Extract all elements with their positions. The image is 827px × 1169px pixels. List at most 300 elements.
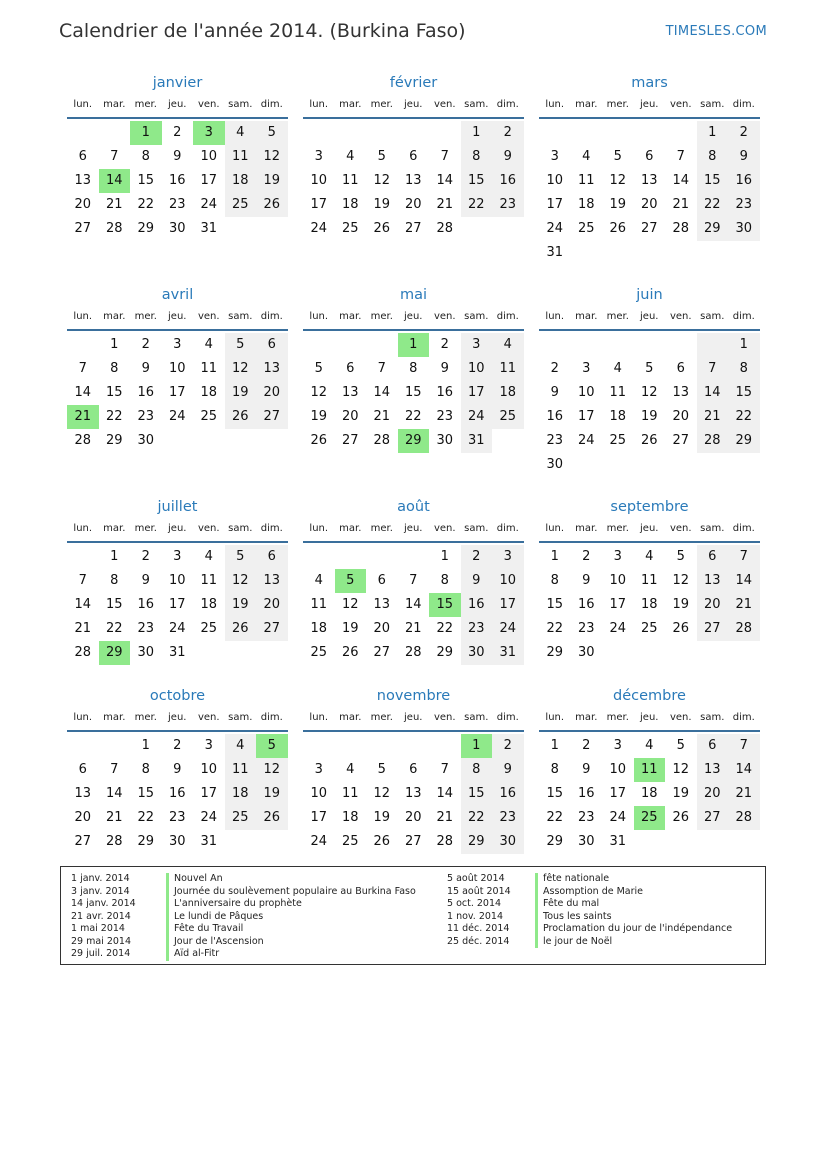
- day-cell[interactable]: 11: [341, 173, 359, 188]
- day-cell[interactable]: 25: [577, 221, 595, 236]
- day-cell[interactable]: 25: [200, 409, 218, 424]
- day-cell[interactable]: 19: [672, 597, 690, 612]
- day-cell[interactable]: 23: [436, 409, 454, 424]
- day-cell[interactable]: 5: [676, 549, 685, 564]
- day-cell[interactable]: 8: [141, 149, 150, 164]
- day-cell[interactable]: 4: [582, 149, 591, 164]
- day-cell[interactable]: 25: [634, 806, 666, 830]
- day-cell[interactable]: 10: [492, 569, 524, 593]
- day-cell[interactable]: 8: [728, 357, 760, 381]
- day-cell[interactable]: 13: [697, 758, 729, 782]
- day-cell[interactable]: 4: [613, 361, 622, 376]
- brand-link[interactable]: TIMESLES.COM: [665, 24, 767, 39]
- day-cell[interactable]: 31: [168, 645, 186, 660]
- day-cell[interactable]: 24: [609, 810, 627, 825]
- day-cell[interactable]: 14: [99, 169, 131, 193]
- day-cell[interactable]: 12: [640, 385, 658, 400]
- day-cell[interactable]: 23: [728, 193, 760, 217]
- day-cell[interactable]: 13: [256, 569, 288, 593]
- day-cell[interactable]: 12: [672, 762, 690, 777]
- day-cell[interactable]: 8: [461, 758, 493, 782]
- day-cell[interactable]: 28: [404, 645, 422, 660]
- day-cell[interactable]: 30: [137, 645, 155, 660]
- day-cell[interactable]: 21: [105, 810, 123, 825]
- day-cell[interactable]: 26: [225, 617, 257, 641]
- day-cell[interactable]: 19: [373, 197, 391, 212]
- day-cell[interactable]: 20: [256, 593, 288, 617]
- day-cell[interactable]: 21: [67, 405, 99, 429]
- day-cell[interactable]: 28: [728, 617, 760, 641]
- day-cell[interactable]: 19: [341, 621, 359, 636]
- day-cell[interactable]: 27: [74, 834, 92, 849]
- day-cell[interactable]: 11: [577, 173, 595, 188]
- day-cell[interactable]: 5: [225, 333, 257, 357]
- day-cell[interactable]: 8: [409, 361, 418, 376]
- day-cell[interactable]: 6: [697, 734, 729, 758]
- day-cell[interactable]: 17: [609, 786, 627, 801]
- day-cell[interactable]: 6: [697, 545, 729, 569]
- day-cell[interactable]: 21: [436, 197, 454, 212]
- day-cell[interactable]: 24: [168, 621, 186, 636]
- day-cell[interactable]: 20: [341, 409, 359, 424]
- day-cell[interactable]: 28: [697, 429, 729, 453]
- day-cell[interactable]: 12: [373, 786, 391, 801]
- day-cell[interactable]: 19: [609, 197, 627, 212]
- day-cell[interactable]: 25: [225, 806, 257, 830]
- day-cell[interactable]: 17: [310, 197, 328, 212]
- day-cell[interactable]: 2: [492, 734, 524, 758]
- day-cell[interactable]: 13: [672, 385, 690, 400]
- day-cell[interactable]: 16: [577, 786, 595, 801]
- day-cell[interactable]: 4: [645, 738, 654, 753]
- day-cell[interactable]: 30: [168, 221, 186, 236]
- day-cell[interactable]: 19: [256, 169, 288, 193]
- day-cell[interactable]: 2: [173, 738, 182, 753]
- day-cell[interactable]: 16: [492, 169, 524, 193]
- day-cell[interactable]: 12: [310, 385, 328, 400]
- day-cell[interactable]: 18: [609, 409, 627, 424]
- day-cell[interactable]: 28: [373, 433, 391, 448]
- day-cell[interactable]: 18: [640, 786, 658, 801]
- day-cell[interactable]: 5: [377, 762, 386, 777]
- day-cell[interactable]: 5: [676, 738, 685, 753]
- day-cell[interactable]: 2: [141, 549, 150, 564]
- day-cell[interactable]: 16: [577, 597, 595, 612]
- day-cell[interactable]: 7: [78, 361, 87, 376]
- day-cell[interactable]: 3: [550, 149, 559, 164]
- day-cell[interactable]: 14: [728, 569, 760, 593]
- day-cell[interactable]: 26: [373, 834, 391, 849]
- day-cell[interactable]: 22: [105, 621, 123, 636]
- day-cell[interactable]: 15: [697, 169, 729, 193]
- day-cell[interactable]: 10: [310, 173, 328, 188]
- day-cell[interactable]: 16: [492, 782, 524, 806]
- day-cell[interactable]: 1: [141, 738, 150, 753]
- day-cell[interactable]: 24: [168, 409, 186, 424]
- day-cell[interactable]: 23: [492, 806, 524, 830]
- day-cell[interactable]: 1: [110, 337, 119, 352]
- day-cell[interactable]: 29: [398, 429, 430, 453]
- day-cell[interactable]: 13: [640, 173, 658, 188]
- day-cell[interactable]: 24: [492, 617, 524, 641]
- day-cell[interactable]: 31: [546, 245, 564, 260]
- day-cell[interactable]: 11: [341, 786, 359, 801]
- day-cell[interactable]: 28: [728, 806, 760, 830]
- day-cell[interactable]: 29: [461, 830, 493, 854]
- day-cell[interactable]: 19: [672, 786, 690, 801]
- day-cell[interactable]: 15: [461, 169, 493, 193]
- day-cell[interactable]: 15: [546, 786, 564, 801]
- day-cell[interactable]: 8: [110, 361, 119, 376]
- day-cell[interactable]: 17: [168, 597, 186, 612]
- day-cell[interactable]: 4: [346, 149, 355, 164]
- day-cell[interactable]: 17: [200, 786, 218, 801]
- day-cell[interactable]: 26: [256, 193, 288, 217]
- day-cell[interactable]: 29: [137, 221, 155, 236]
- day-cell[interactable]: 17: [609, 597, 627, 612]
- day-cell[interactable]: 15: [461, 782, 493, 806]
- day-cell[interactable]: 13: [74, 786, 92, 801]
- day-cell[interactable]: 27: [256, 617, 288, 641]
- day-cell[interactable]: 19: [256, 782, 288, 806]
- day-cell[interactable]: 10: [609, 573, 627, 588]
- day-cell[interactable]: 7: [409, 573, 418, 588]
- day-cell[interactable]: 23: [137, 621, 155, 636]
- day-cell[interactable]: 5: [256, 734, 288, 758]
- day-cell[interactable]: 10: [461, 357, 493, 381]
- day-cell[interactable]: 17: [492, 593, 524, 617]
- day-cell[interactable]: 3: [204, 738, 213, 753]
- day-cell[interactable]: 29: [99, 641, 131, 665]
- day-cell[interactable]: 9: [728, 145, 760, 169]
- day-cell[interactable]: 4: [204, 337, 213, 352]
- day-cell[interactable]: 5: [613, 149, 622, 164]
- day-cell[interactable]: 6: [346, 361, 355, 376]
- day-cell[interactable]: 13: [74, 173, 92, 188]
- day-cell[interactable]: 4: [204, 549, 213, 564]
- day-cell[interactable]: 18: [225, 169, 257, 193]
- day-cell[interactable]: 26: [256, 806, 288, 830]
- day-cell[interactable]: 6: [409, 149, 418, 164]
- day-cell[interactable]: 27: [697, 617, 729, 641]
- day-cell[interactable]: 5: [256, 121, 288, 145]
- day-cell[interactable]: 12: [609, 173, 627, 188]
- day-cell[interactable]: 22: [436, 621, 454, 636]
- day-cell[interactable]: 8: [141, 762, 150, 777]
- day-cell[interactable]: 10: [200, 149, 218, 164]
- day-cell[interactable]: 18: [225, 782, 257, 806]
- day-cell[interactable]: 5: [335, 569, 367, 593]
- day-cell[interactable]: 31: [609, 834, 627, 849]
- day-cell[interactable]: 17: [461, 381, 493, 405]
- day-cell[interactable]: 4: [225, 121, 257, 145]
- day-cell[interactable]: 7: [110, 762, 119, 777]
- day-cell[interactable]: 20: [74, 197, 92, 212]
- day-cell[interactable]: 3: [193, 121, 225, 145]
- day-cell[interactable]: 16: [137, 597, 155, 612]
- day-cell[interactable]: 20: [640, 197, 658, 212]
- day-cell[interactable]: 24: [200, 197, 218, 212]
- day-cell[interactable]: 9: [582, 762, 591, 777]
- day-cell[interactable]: 2: [461, 545, 493, 569]
- day-cell[interactable]: 17: [310, 810, 328, 825]
- day-cell[interactable]: 27: [404, 221, 422, 236]
- day-cell[interactable]: 25: [341, 221, 359, 236]
- day-cell[interactable]: 18: [640, 597, 658, 612]
- day-cell[interactable]: 27: [640, 221, 658, 236]
- day-cell[interactable]: 6: [676, 361, 685, 376]
- day-cell[interactable]: 15: [137, 786, 155, 801]
- day-cell[interactable]: 3: [314, 149, 323, 164]
- day-cell[interactable]: 29: [436, 645, 454, 660]
- day-cell[interactable]: 11: [225, 145, 257, 169]
- day-cell[interactable]: 1: [130, 121, 162, 145]
- day-cell[interactable]: 14: [404, 597, 422, 612]
- day-cell[interactable]: 13: [373, 597, 391, 612]
- day-cell[interactable]: 9: [492, 758, 524, 782]
- day-cell[interactable]: 6: [256, 545, 288, 569]
- day-cell[interactable]: 31: [461, 429, 493, 453]
- day-cell[interactable]: 25: [492, 405, 524, 429]
- day-cell[interactable]: 11: [609, 385, 627, 400]
- day-cell[interactable]: 25: [640, 621, 658, 636]
- day-cell[interactable]: 10: [609, 762, 627, 777]
- day-cell[interactable]: 8: [110, 573, 119, 588]
- day-cell[interactable]: 23: [168, 810, 186, 825]
- day-cell[interactable]: 30: [546, 457, 564, 472]
- day-cell[interactable]: 14: [697, 381, 729, 405]
- day-cell[interactable]: 18: [341, 197, 359, 212]
- day-cell[interactable]: 24: [577, 433, 595, 448]
- day-cell[interactable]: 12: [672, 573, 690, 588]
- day-cell[interactable]: 16: [168, 173, 186, 188]
- day-cell[interactable]: 12: [256, 145, 288, 169]
- day-cell[interactable]: 2: [492, 121, 524, 145]
- day-cell[interactable]: 11: [640, 573, 658, 588]
- day-cell[interactable]: 7: [697, 357, 729, 381]
- day-cell[interactable]: 2: [550, 361, 559, 376]
- day-cell[interactable]: 3: [314, 762, 323, 777]
- day-cell[interactable]: 1: [550, 549, 559, 564]
- day-cell[interactable]: 27: [373, 645, 391, 660]
- day-cell[interactable]: 22: [546, 621, 564, 636]
- day-cell[interactable]: 19: [225, 381, 257, 405]
- day-cell[interactable]: 7: [377, 361, 386, 376]
- day-cell[interactable]: 21: [373, 409, 391, 424]
- day-cell[interactable]: 28: [436, 834, 454, 849]
- day-cell[interactable]: 9: [173, 762, 182, 777]
- day-cell[interactable]: 13: [404, 173, 422, 188]
- day-cell[interactable]: 4: [346, 762, 355, 777]
- day-cell[interactable]: 3: [582, 361, 591, 376]
- day-cell[interactable]: 18: [310, 621, 328, 636]
- day-cell[interactable]: 1: [461, 121, 493, 145]
- day-cell[interactable]: 11: [200, 573, 218, 588]
- day-cell[interactable]: 9: [550, 385, 559, 400]
- day-cell[interactable]: 15: [137, 173, 155, 188]
- day-cell[interactable]: 18: [200, 385, 218, 400]
- day-cell[interactable]: 2: [728, 121, 760, 145]
- day-cell[interactable]: 5: [645, 361, 654, 376]
- day-cell[interactable]: 19: [640, 409, 658, 424]
- day-cell[interactable]: 6: [256, 333, 288, 357]
- day-cell[interactable]: 14: [436, 786, 454, 801]
- day-cell[interactable]: 14: [373, 385, 391, 400]
- day-cell[interactable]: 19: [310, 409, 328, 424]
- day-cell[interactable]: 12: [256, 758, 288, 782]
- day-cell[interactable]: 21: [436, 810, 454, 825]
- day-cell[interactable]: 7: [440, 762, 449, 777]
- day-cell[interactable]: 12: [373, 173, 391, 188]
- day-cell[interactable]: 19: [373, 810, 391, 825]
- day-cell[interactable]: 12: [341, 597, 359, 612]
- day-cell[interactable]: 30: [577, 645, 595, 660]
- day-cell[interactable]: 20: [373, 621, 391, 636]
- day-cell[interactable]: 2: [582, 738, 591, 753]
- day-cell[interactable]: 7: [440, 149, 449, 164]
- day-cell[interactable]: 14: [105, 786, 123, 801]
- day-cell[interactable]: 2: [141, 337, 150, 352]
- day-cell[interactable]: 17: [577, 409, 595, 424]
- day-cell[interactable]: 23: [577, 810, 595, 825]
- day-cell[interactable]: 7: [676, 149, 685, 164]
- day-cell[interactable]: 21: [74, 621, 92, 636]
- day-cell[interactable]: 21: [404, 621, 422, 636]
- day-cell[interactable]: 26: [341, 645, 359, 660]
- day-cell[interactable]: 29: [546, 834, 564, 849]
- day-cell[interactable]: 8: [440, 573, 449, 588]
- day-cell[interactable]: 28: [105, 221, 123, 236]
- day-cell[interactable]: 7: [728, 545, 760, 569]
- day-cell[interactable]: 22: [404, 409, 422, 424]
- day-cell[interactable]: 21: [697, 405, 729, 429]
- day-cell[interactable]: 2: [440, 337, 449, 352]
- day-cell[interactable]: 10: [200, 762, 218, 777]
- day-cell[interactable]: 30: [492, 830, 524, 854]
- day-cell[interactable]: 21: [672, 197, 690, 212]
- day-cell[interactable]: 16: [461, 593, 493, 617]
- day-cell[interactable]: 22: [105, 409, 123, 424]
- day-cell[interactable]: 18: [577, 197, 595, 212]
- day-cell[interactable]: 24: [609, 621, 627, 636]
- day-cell[interactable]: 28: [74, 433, 92, 448]
- day-cell[interactable]: 8: [550, 762, 559, 777]
- day-cell[interactable]: 10: [546, 173, 564, 188]
- day-cell[interactable]: 16: [137, 385, 155, 400]
- day-cell[interactable]: 13: [341, 385, 359, 400]
- day-cell[interactable]: 29: [105, 433, 123, 448]
- day-cell[interactable]: 1: [550, 738, 559, 753]
- day-cell[interactable]: 23: [137, 409, 155, 424]
- day-cell[interactable]: 20: [256, 381, 288, 405]
- day-cell[interactable]: 3: [613, 549, 622, 564]
- day-cell[interactable]: 20: [74, 810, 92, 825]
- day-cell[interactable]: 30: [436, 433, 454, 448]
- day-cell[interactable]: 21: [728, 593, 760, 617]
- day-cell[interactable]: 23: [577, 621, 595, 636]
- day-cell[interactable]: 3: [173, 549, 182, 564]
- day-cell[interactable]: 14: [74, 597, 92, 612]
- day-cell[interactable]: 1: [461, 734, 493, 758]
- day-cell[interactable]: 9: [461, 569, 493, 593]
- day-cell[interactable]: 17: [168, 385, 186, 400]
- day-cell[interactable]: 11: [310, 597, 328, 612]
- day-cell[interactable]: 13: [697, 569, 729, 593]
- day-cell[interactable]: 4: [645, 549, 654, 564]
- day-cell[interactable]: 16: [546, 409, 564, 424]
- day-cell[interactable]: 12: [225, 357, 257, 381]
- day-cell[interactable]: 10: [168, 361, 186, 376]
- day-cell[interactable]: 22: [137, 810, 155, 825]
- day-cell[interactable]: 26: [225, 405, 257, 429]
- day-cell[interactable]: 15: [546, 597, 564, 612]
- day-cell[interactable]: 17: [546, 197, 564, 212]
- day-cell[interactable]: 20: [672, 409, 690, 424]
- day-cell[interactable]: 6: [409, 762, 418, 777]
- day-cell[interactable]: 5: [377, 149, 386, 164]
- day-cell[interactable]: 27: [404, 834, 422, 849]
- day-cell[interactable]: 15: [404, 385, 422, 400]
- day-cell[interactable]: 23: [168, 197, 186, 212]
- day-cell[interactable]: 6: [78, 762, 87, 777]
- day-cell[interactable]: 7: [78, 573, 87, 588]
- day-cell[interactable]: 3: [613, 738, 622, 753]
- day-cell[interactable]: 14: [74, 385, 92, 400]
- day-cell[interactable]: 25: [341, 834, 359, 849]
- day-cell[interactable]: 13: [404, 786, 422, 801]
- day-cell[interactable]: 9: [582, 573, 591, 588]
- day-cell[interactable]: 1: [440, 549, 449, 564]
- day-cell[interactable]: 9: [492, 145, 524, 169]
- day-cell[interactable]: 6: [78, 149, 87, 164]
- day-cell[interactable]: 9: [440, 361, 449, 376]
- day-cell[interactable]: 20: [404, 197, 422, 212]
- day-cell[interactable]: 31: [492, 641, 524, 665]
- day-cell[interactable]: 19: [225, 593, 257, 617]
- day-cell[interactable]: 15: [429, 593, 461, 617]
- day-cell[interactable]: 1: [398, 333, 430, 357]
- day-cell[interactable]: 26: [373, 221, 391, 236]
- day-cell[interactable]: 6: [377, 573, 386, 588]
- day-cell[interactable]: 23: [546, 433, 564, 448]
- day-cell[interactable]: 13: [256, 357, 288, 381]
- day-cell[interactable]: 28: [105, 834, 123, 849]
- day-cell[interactable]: 11: [225, 758, 257, 782]
- day-cell[interactable]: 10: [310, 786, 328, 801]
- day-cell[interactable]: 8: [550, 573, 559, 588]
- day-cell[interactable]: 27: [697, 806, 729, 830]
- day-cell[interactable]: 11: [634, 758, 666, 782]
- day-cell[interactable]: 3: [492, 545, 524, 569]
- day-cell[interactable]: 15: [105, 385, 123, 400]
- day-cell[interactable]: 31: [200, 834, 218, 849]
- day-cell[interactable]: 29: [728, 429, 760, 453]
- day-cell[interactable]: 31: [200, 221, 218, 236]
- day-cell[interactable]: 26: [640, 433, 658, 448]
- day-cell[interactable]: 26: [609, 221, 627, 236]
- day-cell[interactable]: 14: [436, 173, 454, 188]
- day-cell[interactable]: 3: [461, 333, 493, 357]
- day-cell[interactable]: 28: [74, 645, 92, 660]
- day-cell[interactable]: 24: [310, 834, 328, 849]
- day-cell[interactable]: 28: [672, 221, 690, 236]
- day-cell[interactable]: 20: [697, 782, 729, 806]
- day-cell[interactable]: 15: [728, 381, 760, 405]
- day-cell[interactable]: 30: [137, 433, 155, 448]
- day-cell[interactable]: 23: [492, 193, 524, 217]
- day-cell[interactable]: 8: [461, 145, 493, 169]
- day-cell[interactable]: 25: [609, 433, 627, 448]
